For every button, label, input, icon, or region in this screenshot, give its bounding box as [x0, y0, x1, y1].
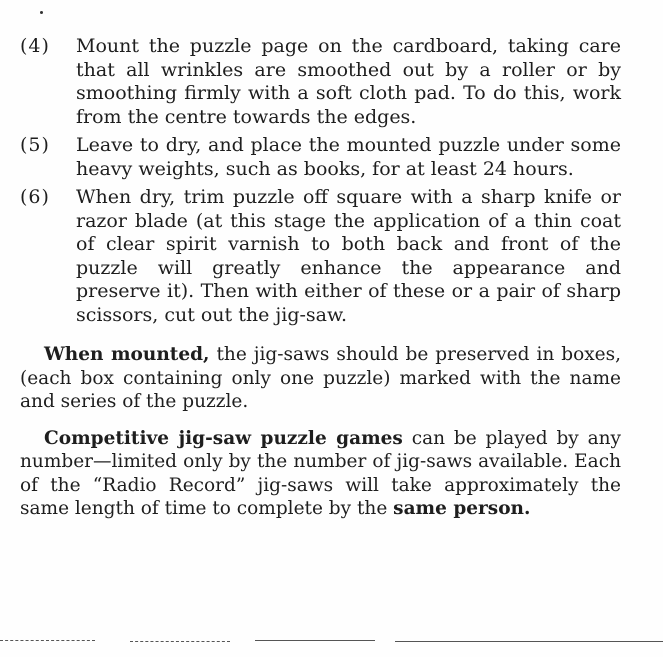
step-number: (6) — [20, 186, 50, 208]
bottom-rule — [0, 640, 95, 641]
paragraph-tail: same person. — [393, 498, 531, 519]
step-text: Leave to dry, and place the mounted puzzle under some heavy weights, such as books, for at least 24 hours. — [76, 134, 621, 180]
paragraph-lead: When mounted, — [44, 344, 210, 365]
paragraph-body: the jig-saws should be preserved in boxes, (each box containing only one puzzle) marked with the name and series of the puzzle. — [20, 344, 621, 412]
instruction-step-5 — [20, 134, 621, 181]
games-paragraph — [20, 427, 621, 521]
step-number: (5) — [20, 134, 50, 156]
paragraph-lead: Competitive jig-saw puzzle games — [44, 427, 403, 449]
step-number: (4) — [20, 35, 50, 57]
bottom-rule — [395, 641, 663, 642]
step-text: Mount the puzzle page on the cardboard, taking care that all wrinkles are smoothed out by a roller or by smoothing firmly with a soft cloth pad. To do this, work from the centre towards the edges. — [76, 35, 621, 128]
bottom-rule — [255, 640, 375, 641]
instruction-step-4 — [20, 35, 621, 129]
bottom-rule — [130, 641, 230, 642]
print-speck — [40, 11, 43, 14]
paragraph-body: can be played by any number—limited only by the number of jig-saws available. Each of the “Radio Record” jig-saws will take approximately the same length of time to complete by the — [20, 427, 621, 519]
instruction-step-6 — [20, 186, 621, 327]
step-text: When dry, trim puzzle off square with a sharp knife or razor blade (at this stage the application of a thin coat of clear spirit varnish to both back and front of the puzzle will greatly enhance the appearance and preserve it). Then with either of these or a pair of sharp scissors, cut out the jig-saw. — [76, 186, 621, 326]
storage-paragraph — [20, 343, 621, 414]
